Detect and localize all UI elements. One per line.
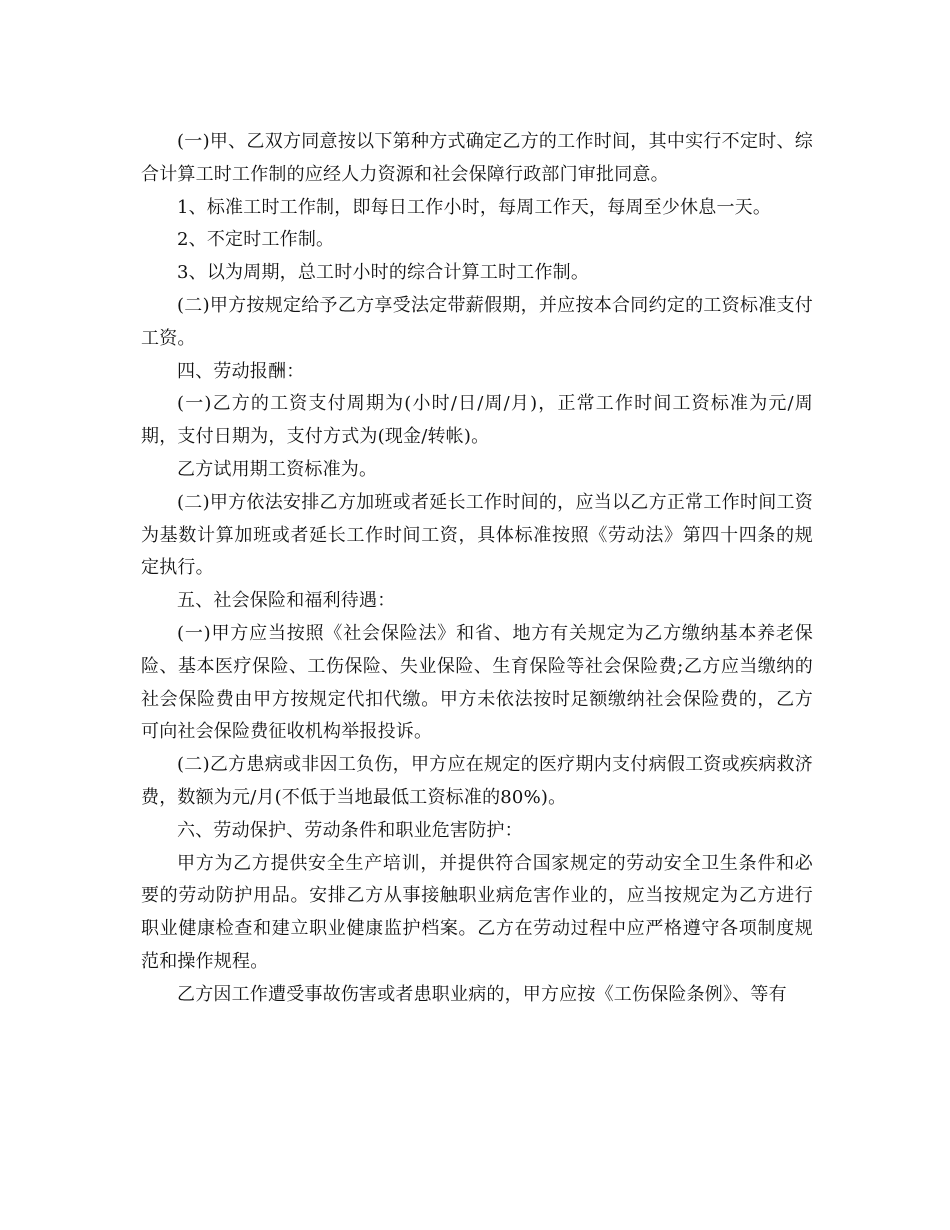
paragraph-overtime-pay: (二)甲方依法安排乙方加班或者延长工作时间的，应当以乙方正常工作时间工资为基数计算加班或者延长工作时间工资，具体标准按照《劳动法》第四十四条的规定执行。 (141, 491, 813, 579)
section-heading-labor-protection: 六、劳动保护、劳动条件和职业危害防护： (177, 819, 523, 841)
paragraph-work-injury: 乙方因工作遭受事故伤害或者患职业病的，甲方应按《工伤保险条例》、等有 (177, 983, 787, 1005)
paragraph-sick-pay: (二)乙方患病或非因工负伤，甲方应在规定的医疗期内支付病假工资或疾病救济费，数额为元/月(不低于当地最低工资标准的80%)。 (141, 754, 813, 808)
document-body (141, 126, 813, 1012)
paragraph-safety-training: 甲方为乙方提供安全生产培训，并提供符合国家规定的劳动安全卫生条件和必要的劳动防护用品。安排乙方从事接触职业病危害作业的，应当按规定为乙方进行职业健康检查和建立职业健康监护档案。乙方在劳动过程中应严格遵守各项制度规范和操作规程。 (141, 852, 813, 972)
section-heading-remuneration: 四、劳动报酬： (177, 360, 305, 382)
paragraph-flexible-hours: 2、不定时工作制。 (177, 229, 335, 251)
paragraph-standard-hours: 1、标准工时工作制，即每日工作小时，每周工作天，每周至少休息一天。 (177, 196, 772, 218)
paragraph-comprehensive-hours: 3、以为周期，总工时小时的综合计算工时工作制。 (177, 262, 590, 284)
paragraph-paid-leave: (二)甲方按规定给予乙方享受法定带薪假期，并应按本合同约定的工资标准支付工资。 (141, 294, 813, 349)
section-heading-social-insurance: 五、社会保险和福利待遇： (177, 590, 396, 612)
paragraph-social-insurance: (一)甲方应当按照《社会保险法》和省、地方有关规定为乙方缴纳基本养老保险、基本医疗保险、工伤保险、失业保险、生育保险等社会保险费;乙方应当缴纳的社会保险费由甲方按规定代扣代缴。甲方未依法按时足额缴纳社会保险费的，乙方可向社会保险费征收机构举报投诉。 (141, 622, 813, 743)
paragraph-pay-cycle: (一)乙方的工资支付周期为(小时/日/周/月)，正常工作时间工资标准为元/周期，支付日期为，支付方式为(现金/转帐)。 (141, 393, 813, 448)
paragraph-work-hours-mode: (一)甲、乙双方同意按以下第种方式确定乙方的工作时间，其中实行不定时、综合计算工时工作制的应经人力资源和社会保障行政部门审批同意。 (141, 131, 813, 185)
paragraph-probation-pay: 乙方试用期工资标准为。 (177, 458, 378, 480)
